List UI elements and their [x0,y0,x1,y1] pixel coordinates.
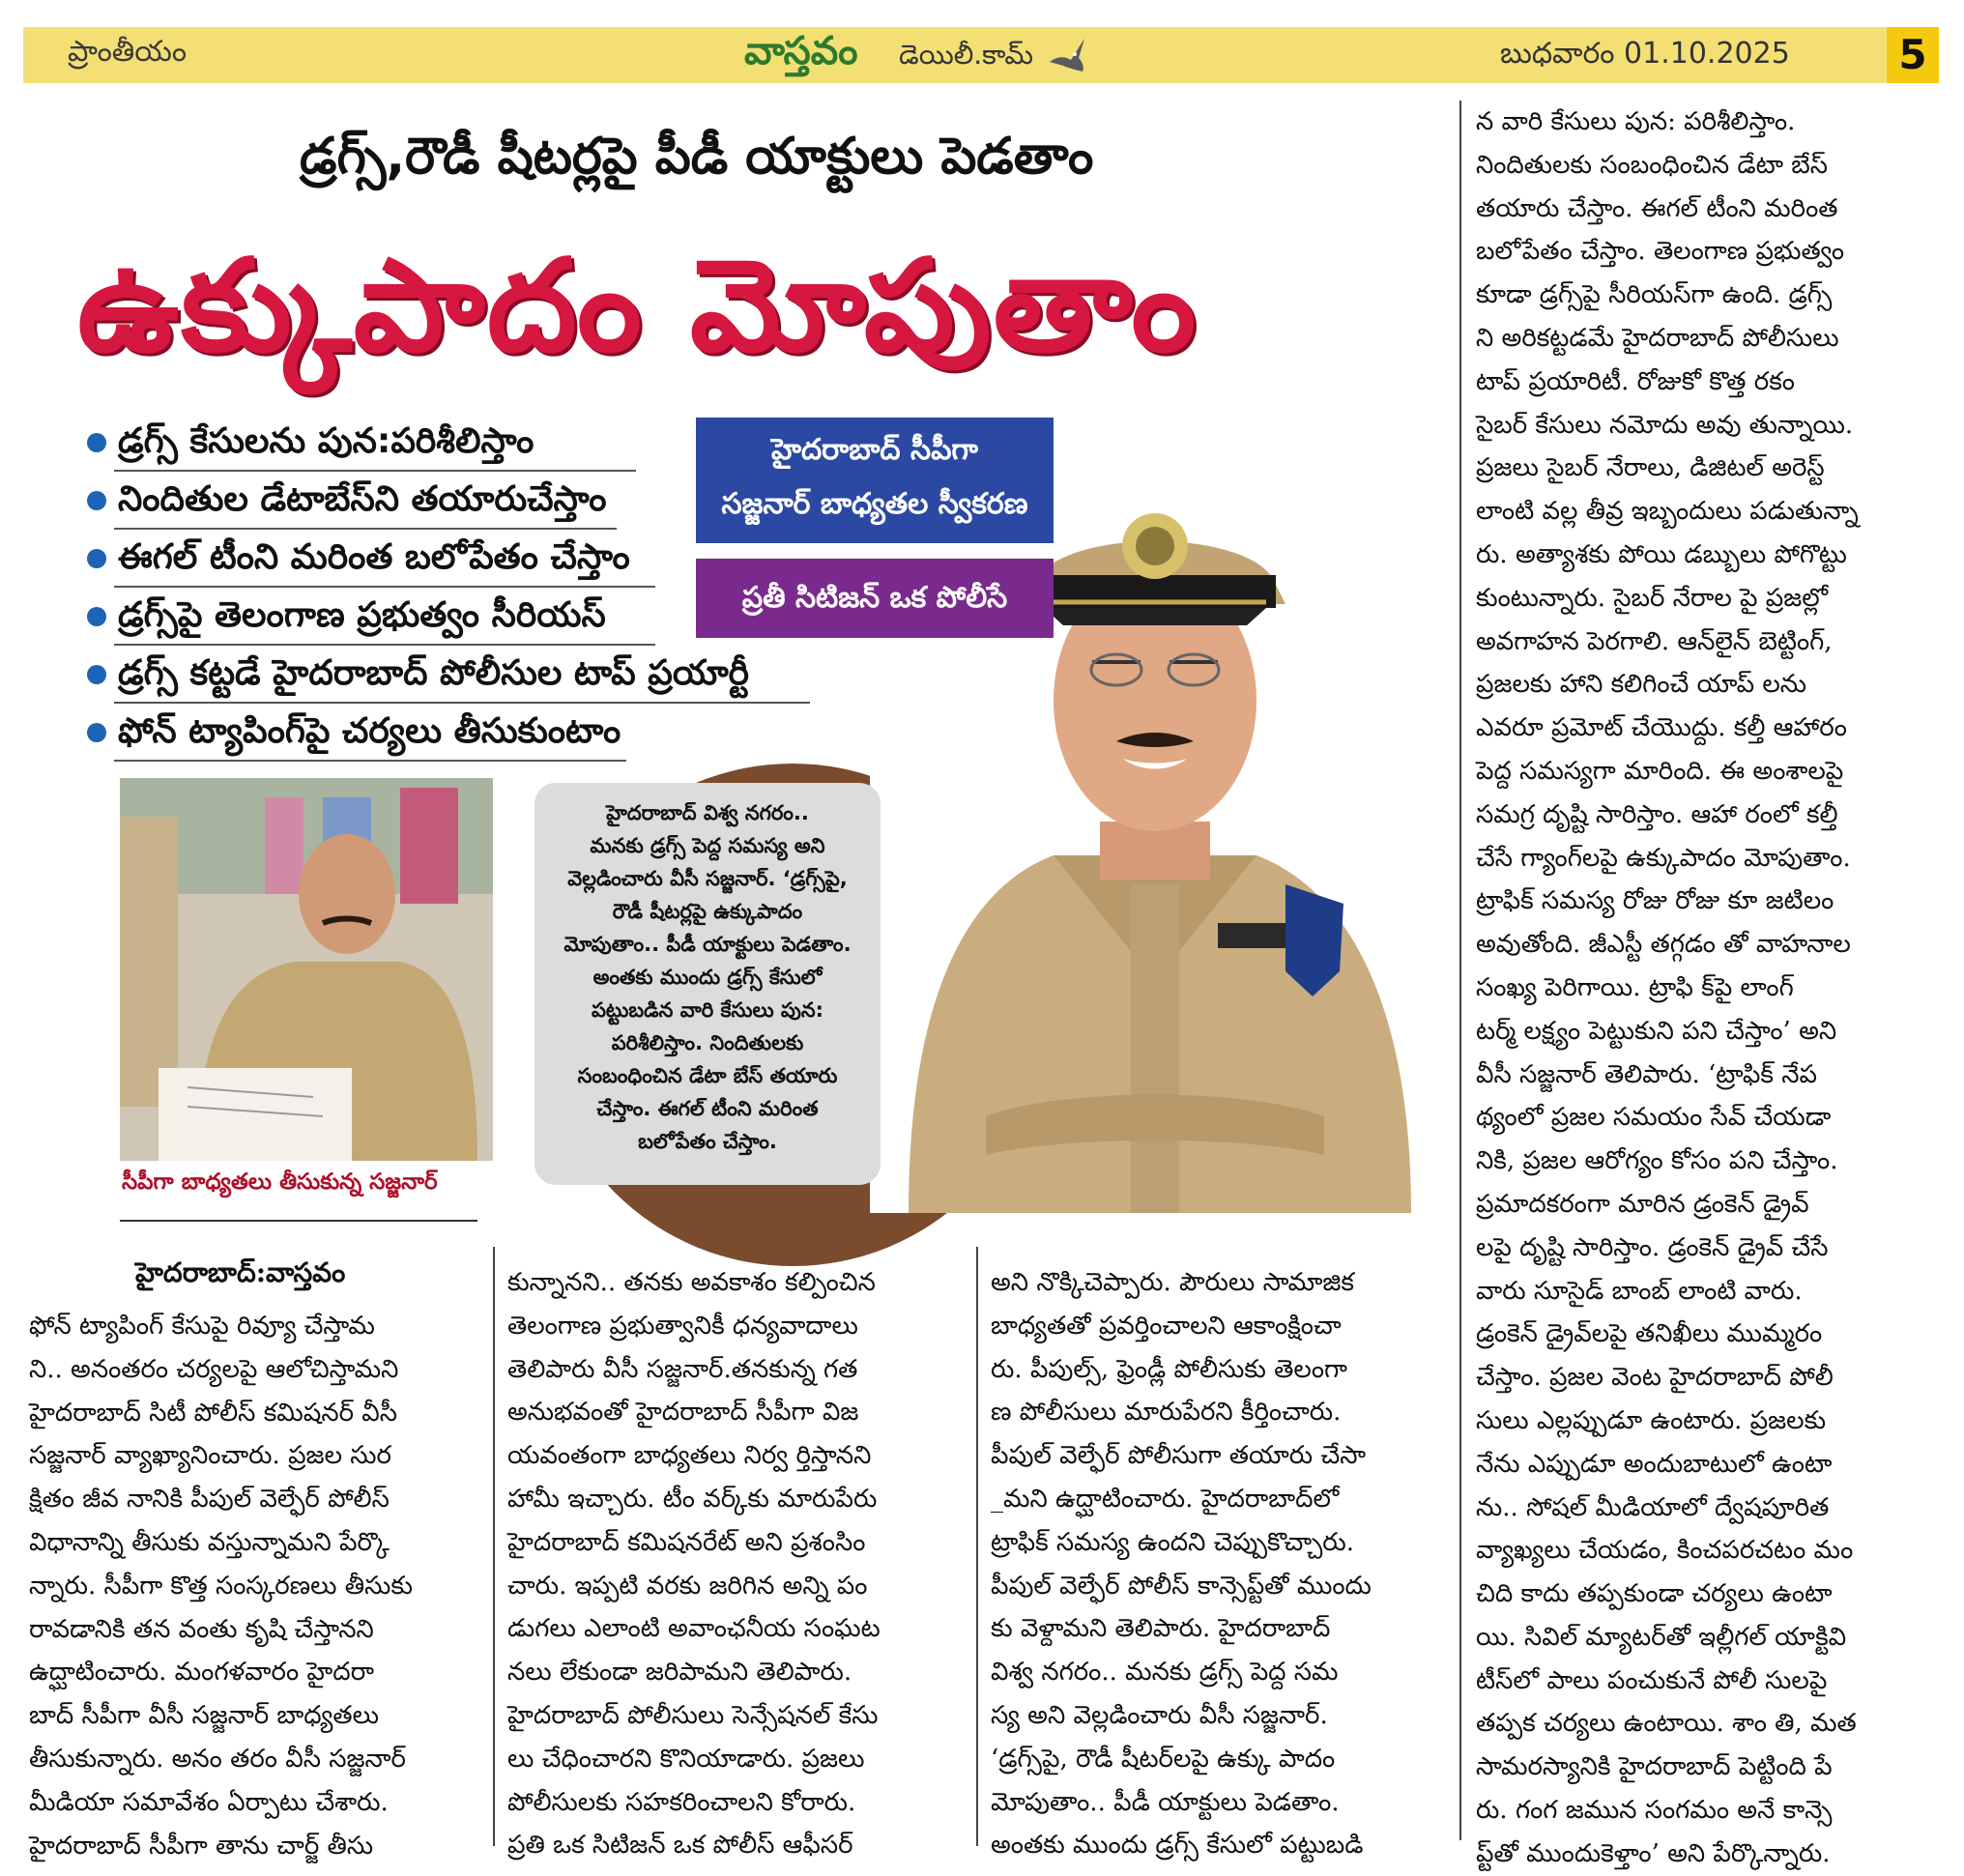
article-line: చేస్తాం. ప్రజల వెంట హైదరాబాద్‌ పోలీ [1476,1363,1834,1393]
quote-line: మనకు డ్రగ్స్‌ పెద్ద సమస్య అని [590,834,825,857]
bullet-item: ఈగల్‌ టీంని మరింత బలోపేతం చేస్తాం [85,534,800,592]
pull-quote [534,783,881,1185]
article-line: వీసీ సజ్జనార్‌ తెలిపారు. ‘ట్రాఫిక్‌ నేప [1476,1059,1817,1089]
article-line: తెలంగాణ ప్రభుత్వానికీ ధన్యవాదాలు [507,1311,858,1341]
quote-line: వెల్లడించారు వీసీ సజ్జనార్‌. ‘డ్రగ్స్‌పై, [567,867,848,890]
article-line: ట్రాఫిక్‌ సమస్య ఉందని చెప్పుకొచ్చారు. [991,1527,1354,1557]
article-line: చేసే గ్యాంగ్‌లపై ఉక్కుపాదం మోపుతాం. [1476,843,1851,873]
article-line: రు. గంగ జమున సంగమం అనే కాన్సె [1476,1796,1833,1826]
article-column-2 [507,1261,881,1867]
masthead-suffix: డెయిలీ.కామ్ [899,39,1034,71]
article-line: ఎవరూ ప్రమోట్‌ చేయొద్దు. కల్తీ ఆహారం [1476,713,1847,743]
article-line: హైదరాబాద్‌ సీపీగా తాను చార్జ్‌ తీసు [29,1831,374,1861]
article-line: బలోపేతం చేస్తాం. తెలంగాణ ప్రభుత్వం [1476,237,1845,267]
article-line: అవగాహన పెరగాలి. ఆన్‌లైన్‌ బెట్టింగ్‌, [1476,626,1833,656]
article-line: ప్ట్‌తో ముందుకెళ్తాం’ అని పేర్కొన్నారు. [1476,1838,1831,1868]
article-column-1 [29,1305,413,1867]
article-line: అంతకు ముందు డ్రగ్స్‌ కేసులో పట్టుబడి [991,1831,1364,1861]
quote-line: పట్టుబడిన వారి కేసులు పున: [591,998,824,1022]
article-line: సామరస్యానికి హైదరాబాద్‌ పెట్టింది పే [1476,1752,1833,1782]
article-line: న వారి కేసులు పున: పరిశీలిస్తాం. [1476,107,1796,136]
article-line: టాప్‌ ప్రయారిటీ. రోజుకో కొత్త రకం [1476,366,1795,396]
signing-photo [120,778,493,1161]
article-line: చిది కాదు తప్పకుండా చర్యలు ఉంటా [1476,1579,1833,1609]
article-line: బాద్‌ సీపీగా వీసీ సజ్జనార్‌ బాధ్యతలు [29,1701,380,1731]
highlight-line: హైదరాబాద్‌ సీపీగా [770,433,979,467]
article-line: నలు లేకుండా జరిపామని తెలిపారు. [507,1658,852,1688]
article-line: నేను ఎప్పుడూ అందుబాటులో ఉంటా [1476,1449,1833,1479]
bullet-item: డ్రగ్స్‌పై తెలంగాణ ప్రభుత్వం సీరియస్‌ [85,592,800,649]
article-line: నికి, ప్రజల ఆరోగ్యం కోసం పని చేస్తాం. [1476,1146,1838,1176]
article-line: సమగ్ర దృష్టి సారిస్తాం. ఆహా రంలో కల్తీ [1476,799,1838,829]
quote-line: మోపుతాం.. పీడీ యాక్టులు పెడతాం. [563,933,852,956]
quote-line: అంతకు ముందు డ్రగ్స్‌ కేసులో [592,966,823,989]
article-line: విధానాన్ని తీసుకు వస్తున్నామని పేర్కొ [29,1527,390,1557]
bullet-list [85,418,800,765]
article-line: ను.. సోషల్‌ మీడియాలో ద్వేషపూరిత [1476,1492,1830,1522]
article-line: ని.. అనంతరం చర్యలపై ఆలోచిస్తామని [29,1354,399,1384]
article-line: పెద్ద సమస్యగా మారింది. ఈ అంశాలపై [1476,756,1844,786]
article-line: ని అరికట్టడమే హైదరాబాద్‌ పోలీసులు [1476,323,1839,353]
article-line: అని నొక్కిచెప్పారు. పౌరులు సామాజిక [991,1268,1354,1297]
quote-line: బలోపేతం చేస్తాం. [638,1130,777,1153]
column-divider [976,1247,978,1846]
quote-line: రౌడీ షీటర్లపై ఉక్కుపాదం [612,900,803,923]
kicker-headline: డ్రగ్స్‌,రౌడీ షీటర్లపై పీడీ యాక్టులు పెడతాం [300,128,1094,186]
highlight-box-blue [696,418,1054,543]
article-line: ప్రజలు సైబర్‌ నేరాలు, డిజిటల్‌ అరెస్ట్‌ [1476,453,1825,483]
photo-caption: సీపీగా బాధ్యతలు తీసుకున్న సజ్జనార్‌ [122,1169,438,1195]
article-line: మోపుతాం.. పీడీ యాక్టులు పెడతాం. [991,1787,1340,1817]
article-line: ణ పోలీసులు మారుపేరని కీర్తించారు. [991,1398,1342,1428]
article-line: అనుభవంతో హైదరాబాద్‌ సీపీగా విజ [507,1398,859,1428]
article-line: క్షితం జీవ నానికి పీపుల్‌ వెల్ఫేర్‌ పోలీస్‌ [29,1485,390,1515]
divider [120,1220,477,1222]
article-line: సంఖ్య పెరిగాయి. ట్రాఫి క్‌పై లాంగ్‌ [1476,972,1794,1002]
article-line: టర్మ్‌ లక్ష్యం పెట్టుకుని పని చేస్తాం’ అని [1476,1016,1837,1046]
column-divider [1459,101,1461,1840]
article-line: తయారు చేస్తాం. ఈగల్‌ టీంని మరింత [1476,193,1838,223]
article-line: తీసుకున్నారు. అనం తరం వీసీ సజ్జనార్‌ [29,1744,406,1774]
article-line: తప్పక చర్యలు ఉంటాయి. శాం తి, మత [1476,1709,1857,1739]
article-column-right [1476,101,1859,1876]
article-line: లు చేధించారని కొనియాడారు. ప్రజలు [507,1744,865,1774]
article-line: తెలిపారు వీసీ సజ్జనార్‌.తనకున్న గత [507,1354,858,1384]
article-line: స్య అని వెల్లడించారు వీసీ సజ్జనార్‌. [991,1700,1328,1730]
quote-line: చేస్తాం. ఈగల్‌ టీంని మరింత [596,1097,819,1120]
article-line: పోలీసులకు సహకరించాలని కోరారు. [507,1787,856,1817]
article-line: ఫోన్‌ ట్యాపింగ్‌ కేసుపై రివ్యూ చేస్తామ [29,1312,375,1341]
masthead-title: వాస్తవం [744,29,858,73]
article-line: వ్యాఖ్యలు చేయడం, కించపరచటం మం [1476,1536,1854,1566]
article-line: కున్నానని.. తనకు అవకాశం కల్పించిన [507,1268,876,1297]
article-line: ప్రతి ఒక సిటిజన్‌ ఒక పోలీస్‌ ఆఫీసర్‌ [507,1831,853,1861]
quote-line: హైదరాబాద్‌ విశ్వ నగరం.. [606,801,809,824]
article-line: సులు ఎల్లప్పుడూ ఉంటారు. ప్రజలకు [1476,1405,1827,1435]
article-line: ‘డ్రగ్స్‌పై, రౌడీ షీటర్‌లపై ఉక్కు పాదం [991,1744,1336,1774]
article-line: పీపుల్‌ వెల్ఫేర్‌ పోలీస్‌ కాన్సెప్ట్‌తో ముందు [991,1571,1372,1601]
article-line: యవంతంగా బాధ్యతలు నిర్వ ర్తిస్తానని [507,1441,872,1471]
article-line: కూడా డ్రగ్స్‌పై సీరియస్‌గా ఉంది. డ్రగ్స్‌ [1476,280,1833,310]
article-line: థ్యంలో ప్రజల సమయం సేవ్‌ చేయడా [1476,1103,1832,1133]
byline: హైదరాబాద్‌:వాస్తవం [135,1256,346,1288]
article-line: రు. అత్యాశకు పోయి డబ్బులు పోగొట్టు [1476,539,1847,569]
article-line: రావడానికి తన వంతు కృషి చేస్తానని [29,1614,374,1644]
article-line: పీపుల్‌ వెల్ఫేర్‌ పోలీసుగా తయారు చేసా [991,1441,1367,1471]
article-line: చారు. ఇప్పటి వరకు జరిగిన అన్ని పం [507,1571,868,1601]
issue-date: బుధవారం 01.10.2025 [1500,37,1790,71]
article-line: లపై దృష్టి సారిస్తాం. డ్రంకెన్‌ డ్రైవ్‌ చేసే [1476,1232,1829,1262]
article-line: బాధ్యతతో ప్రవర్తించాలని ఆకాంక్షించా [991,1311,1342,1341]
article-line: అవుతోంది. జీఎస్టీ తగ్గడం తో వాహనాల [1476,930,1851,960]
quote-line: సంబంధించిన డేటా బేస్‌ తయారు [577,1064,838,1087]
article-line: రు. పీపుల్స్‌, ఫ్రెండ్లీ పోలీసుకు తెలంగా [991,1354,1347,1384]
highlight-line: సజ్జనార్‌ బాధ్యతల స్వీకరణ [721,487,1028,521]
bullet-item: ఫోన్‌ ట్యాపింగ్‌పై చర్యలు తీసుకుంటాం [85,707,800,765]
article-line: నిందితులకు సంబంధించిన డేటా బేస్‌ [1476,150,1829,180]
article-line: డ్రంకెన్‌ డ్రైవ్‌లపై తనిఖీలు ముమ్మరం [1476,1319,1823,1349]
article-line: హైదరాబాద్‌ పోలీసులు సెన్సేషనల్‌ కేసు [507,1700,879,1730]
quote-line: పరిశీలిస్తాం. నిందితులకు [611,1031,804,1054]
bullet-item: నిందితుల డేటాబేస్‌ని తయారుచేస్తాం [85,476,800,534]
article-line: విశ్వ నగరం.. మనకు డ్రగ్స్‌ పెద్ద సమ [991,1658,1339,1688]
bullet-item: డ్రగ్స్‌ కట్టడే హైదరాబాద్‌ పోలీసుల టాప్‌ ప్రయార్టీ [85,649,800,707]
page-number-badge: 5 [1887,27,1939,83]
article-line: లాంటి వల్ల తీవ్ర ఇబ్బందులు పడుతున్నా [1476,497,1859,527]
article-line: వారు సూసైడ్‌ బాంబ్‌ లాంటి వారు. [1476,1276,1803,1306]
article-line: సజ్జనార్‌ వ్యాఖ్యానించారు. ప్రజల సుర [29,1441,391,1471]
article-line: హామీ ఇచ్చారు. టీం వర్క్‌కు మారుపేరు [507,1484,878,1514]
article-line: ట్రాఫిక్‌ సమస్య రోజు రోజు కూ జటిలం [1476,886,1834,916]
article-column-3 [991,1261,1372,1867]
bullet-item: డ్రగ్స్‌ కేసులను పున:పరిశీలిస్తాం [85,418,800,476]
article-line: హైదరాబాద్‌ కమిషనరేట్‌ అని ప్రశంసిం [507,1527,866,1557]
article-line: ప్రమాదకరంగా మారిన డ్రంకెన్‌ డ్రైవ్‌ [1476,1189,1809,1219]
article-line: హైదరాబాద్‌ సిటీ పోలీస్‌ కమిషనర్‌ వీసీ [29,1398,397,1428]
article-line: కు వెళ్దామని తెలిపారు. హైదరాబాద్‌ [991,1614,1331,1644]
article-line: టీస్‌లో పాలు పంచుకునే పోలీ సులపై [1476,1665,1828,1695]
column-divider [493,1247,495,1846]
article-line: న్నారు. సీపీగా కొత్త సంస్కరణలు తీసుకు [29,1571,413,1601]
highlight-box-purple: ప్రతీ సిటిజన్‌ ఒక పోలీసే [696,559,1054,638]
article-line: కుంటున్నారు. సైబర్‌ నేరాల పై ప్రజల్లో [1476,583,1829,613]
article-line: ఉద్ఘాటించారు. మంగళవారం హైదరా [29,1658,374,1688]
article-line: యి. సివిల్‌ మ్యాటర్‌తో ఇల్లీగల్‌ యాక్టివి [1476,1622,1847,1652]
article-line: మీడియా సమావేశం ఏర్పాటు చేశారు. [29,1787,389,1817]
article-line: డుగలు ఎలాంటి అవాంఛనీయ సంఘట [507,1614,881,1644]
article-line: ప్రజలకు హాని కలిగించే యాప్‌ లను [1476,670,1807,700]
article-line: _మని ఉద్ఘాటించారు. హైదరాబాద్‌లో [991,1484,1340,1514]
bird-logo-icon [1046,33,1090,75]
article-line: సైబర్‌ కేసులు నమోదు అవు తున్నాయి. [1476,410,1854,440]
main-headline: ఉక్కుపాదం మోపుతాం [77,232,1199,381]
section-label: ప్రాంతీయం [68,35,188,69]
